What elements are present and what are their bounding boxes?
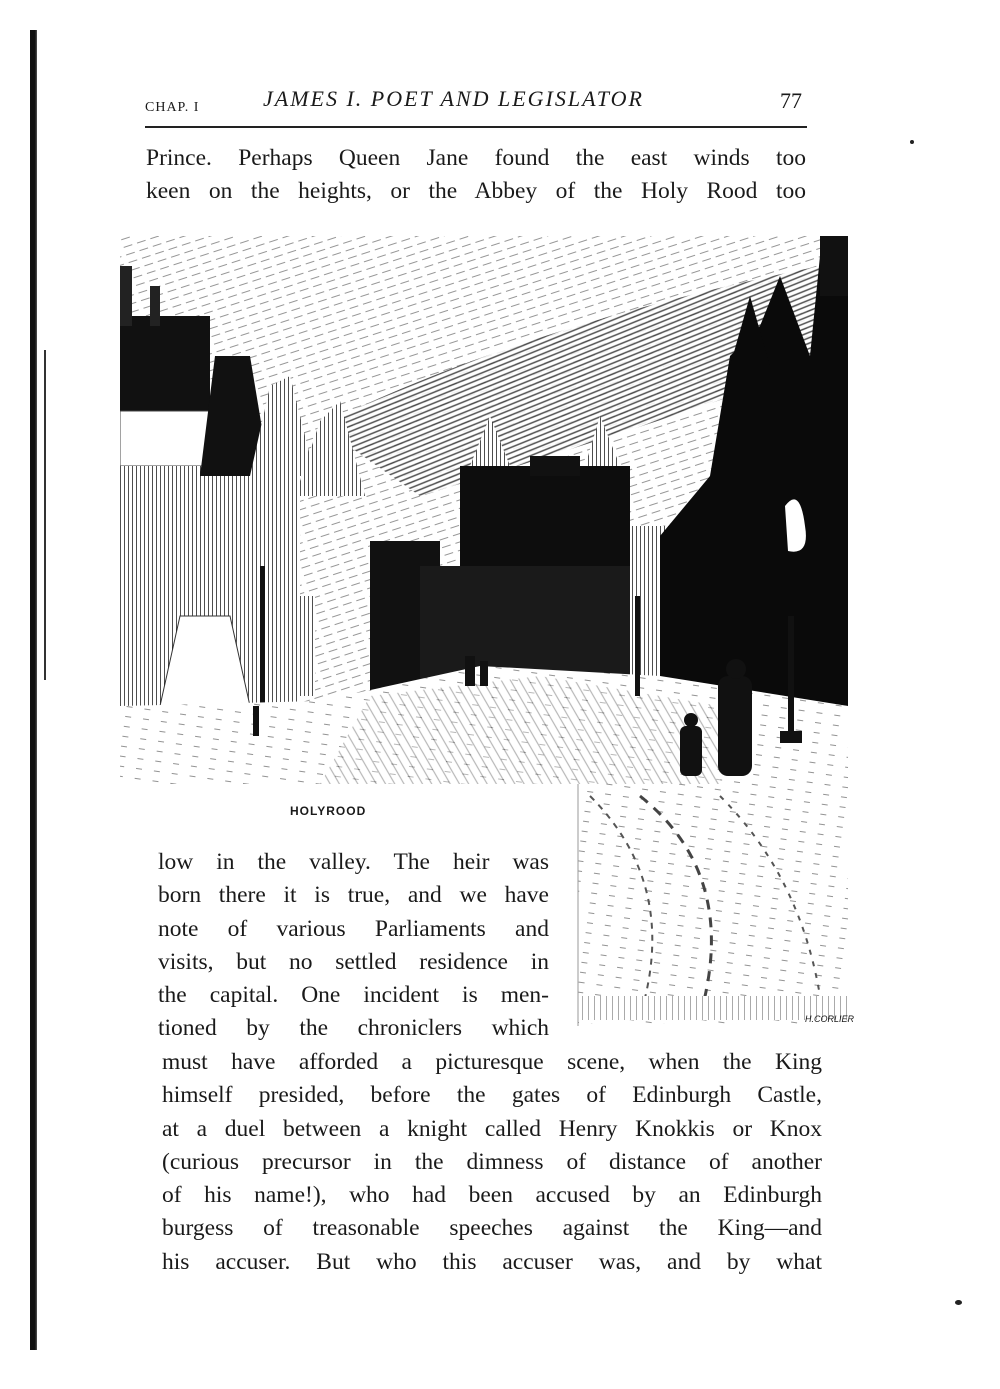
- paragraph-beside-image: [158, 846, 549, 1046]
- page-number: 77: [780, 88, 802, 113]
- running-title: JAMES I. POET AND LEGISLATOR: [263, 86, 644, 111]
- page-binding-shadow: [44, 350, 46, 680]
- text-line: Prince. Perhaps Queen Jane found the east winds too: [146, 145, 806, 171]
- text-line: of his name!), who had been accused by an Edinburgh: [162, 1182, 822, 1209]
- text-line: (curious precursor in the dimness of distance of another: [162, 1148, 822, 1175]
- text-line: low in the valley. The heir was: [158, 849, 549, 875]
- text-line: at a duel between a knight called Henry Knokkis or Knox: [162, 1115, 822, 1142]
- text-line: himself presided, before the gates of Edinburgh Castle,: [162, 1082, 822, 1109]
- text-line: his accuser. But who this accuser was, and by what: [162, 1248, 822, 1275]
- artist-signature: H.CORLIER: [805, 1014, 855, 1024]
- text-line: note of various Parliaments and: [158, 915, 549, 942]
- figure-caption: HOLYROOD: [290, 804, 367, 818]
- text-line: keen on the heights, or the Abbey of the Holy Rood too: [146, 178, 806, 205]
- text-line: the capital. One incident is men-: [158, 982, 549, 1009]
- text-line: born there it is true, and we have: [158, 882, 549, 909]
- text-line: must have afforded a picturesque scene, when the King: [162, 1049, 822, 1075]
- page-binding-edge: [30, 30, 37, 1350]
- paragraph-bottom: [162, 1046, 822, 1279]
- ink-speck: [910, 140, 914, 144]
- ink-speck: [955, 1300, 962, 1305]
- text-line: visits, but no settled residence in: [158, 948, 549, 975]
- running-header: [145, 86, 810, 126]
- text-line: burgess of treasonable speeches against the King—and: [162, 1215, 822, 1242]
- text-line: tioned by the chroniclers which: [158, 1015, 549, 1042]
- header-rule: [145, 126, 807, 128]
- chapter-label: CHAP. I: [145, 100, 200, 115]
- paragraph-top: [146, 142, 806, 209]
